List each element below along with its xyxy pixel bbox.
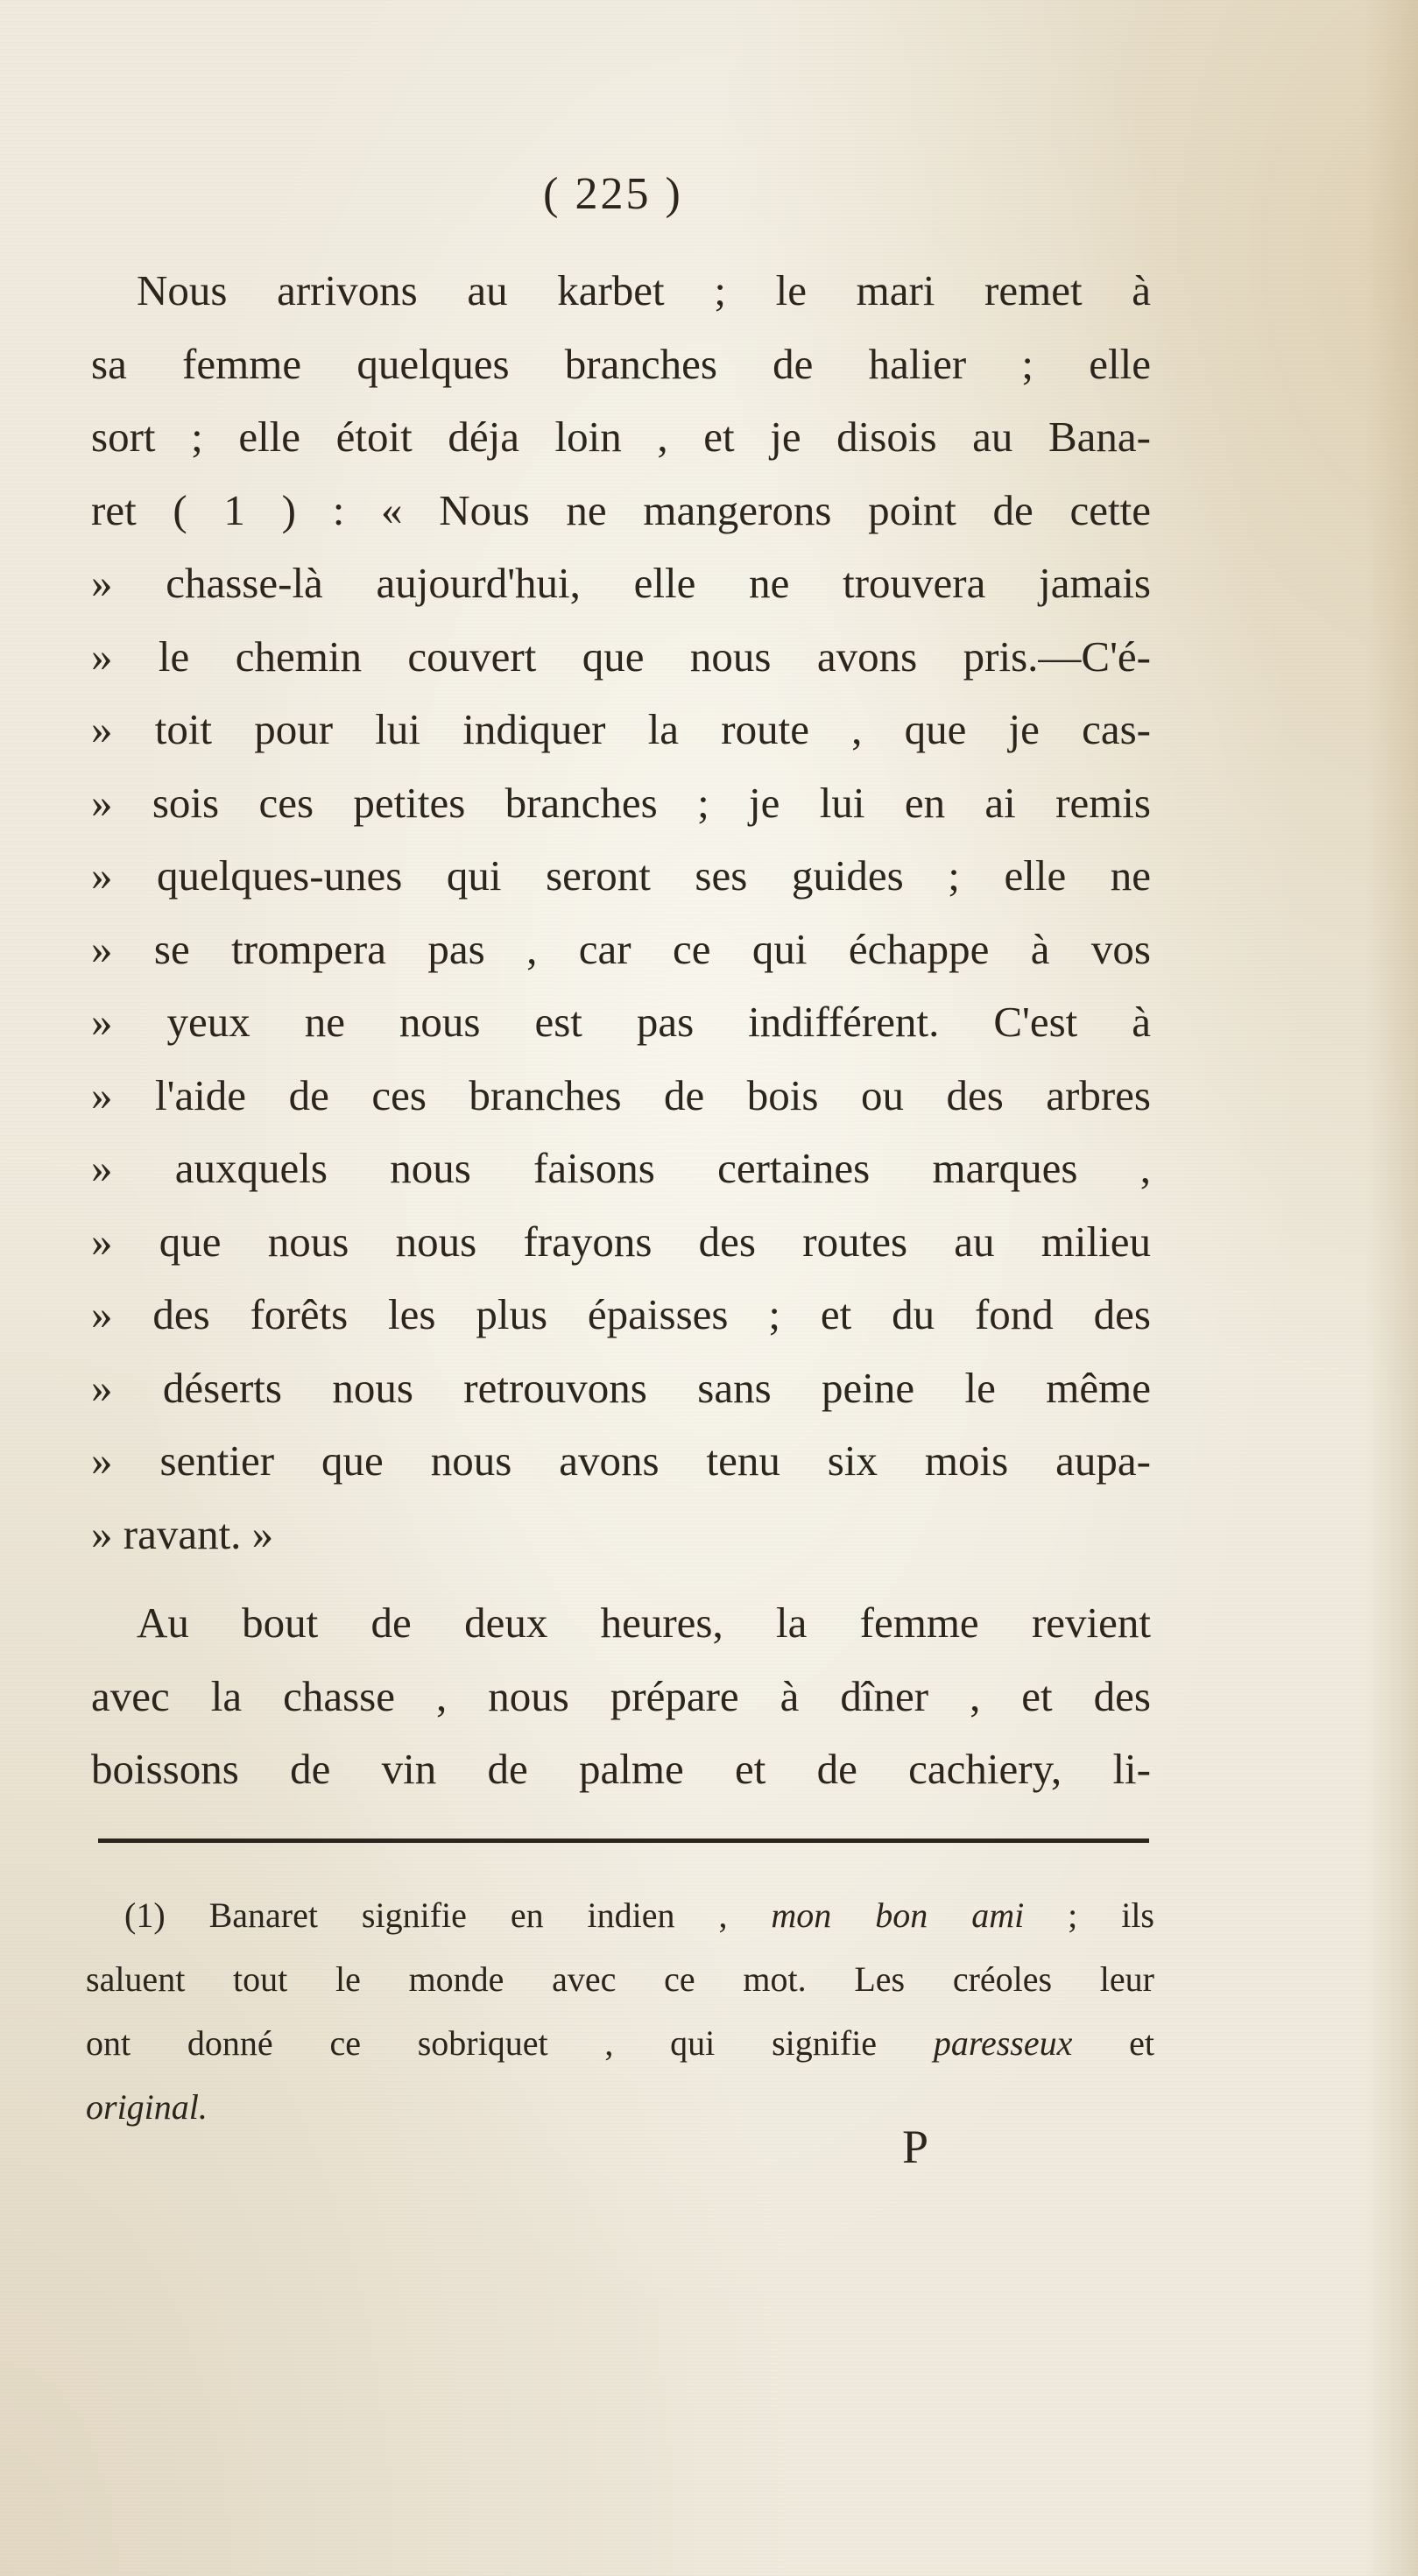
text-line: » l'aide de ces branches de bois ou des arbres [91, 1070, 1151, 1119]
footnote-line: saluent tout le monde avec ce mot. Les créoles leur [86, 1959, 1154, 1999]
text-line: » sentier que nous avons tenu six mois aupa- [91, 1436, 1151, 1485]
footnote-line [86, 1883, 1154, 1947]
text-line: » le chemin couvert que nous avons pris.—C'é- [91, 632, 1151, 681]
text-line: » toit pour lui indiquer la route , que je cas- [91, 705, 1151, 753]
text-line: Nous arrivons au karbet ; le mari remet à [137, 266, 1151, 314]
footnote-italic: original. [86, 2087, 208, 2127]
text-line: » yeux ne nous est pas indifférent. C'est à [91, 998, 1151, 1046]
text-line: » que nous nous frayons des routes au milieu [91, 1217, 1151, 1266]
text-line: » ravant. » [91, 1509, 274, 1558]
text-line: » se trompera pas , car ce qui échappe à vos [91, 924, 1151, 973]
page-number: ( 225 ) [543, 169, 683, 219]
paragraph-gap [91, 1570, 1151, 1586]
footnote-italic: paresseux [933, 2023, 1073, 2063]
text-line: » quelques-unes qui seront ses guides ; elle ne [91, 851, 1151, 900]
text-line: » chasse-là aujourd'hui, elle ne trouvera jamais [91, 559, 1151, 607]
text-line: sort ; elle étoit déja loin , et je disois au Bana- [91, 413, 1151, 461]
main-text [91, 254, 1151, 1806]
text-line: » des forêts les plus épaisses ; et du fond des [91, 1290, 1151, 1338]
text-line: avec la chasse , nous prépare à dîner , et des [91, 1671, 1151, 1720]
text-line: » déserts nous retrouvons sans peine le même [91, 1363, 1151, 1412]
footnote-italic: mon bon ami [771, 1895, 1025, 1935]
footnote [86, 1883, 1154, 2139]
signature-mark: P [902, 2121, 929, 2173]
footnote-line [86, 2011, 1154, 2075]
footnote-text: (1) Banaret signifie en indien , [124, 1895, 772, 1935]
footnote-divider [98, 1838, 1149, 1843]
text-line: » auxquels nous faisons certaines marques , [91, 1144, 1151, 1192]
footnote-line [86, 2075, 1154, 2139]
text-line: sa femme quelques branches de halier ; elle [91, 339, 1151, 388]
text-line: » sois ces petites branches ; je lui en ai remis [91, 778, 1151, 827]
footnote-text: et [1072, 2023, 1154, 2063]
text-line: ret ( 1 ) : « Nous ne mangerons point de cette [91, 485, 1151, 534]
footnote-text: ; ils [1024, 1895, 1155, 1935]
text-line: Au bout de deux heures, la femme revient [137, 1599, 1151, 1647]
text-line: boissons de vin de palme et de cachiery, li- [91, 1745, 1151, 1793]
footnote-text: ont donné ce sobriquet , qui signifie [86, 2023, 934, 2063]
